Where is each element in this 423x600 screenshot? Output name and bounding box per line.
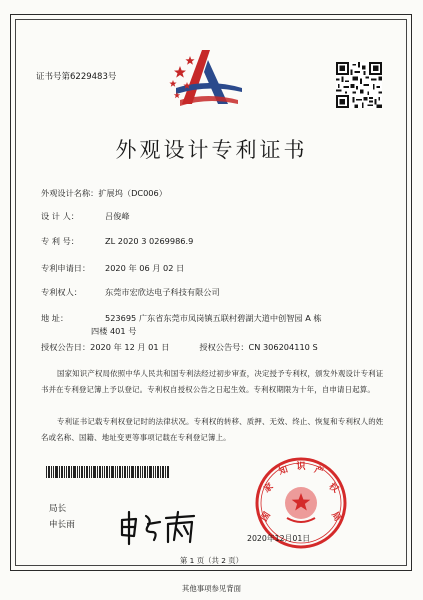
barcode-icon <box>46 466 170 478</box>
field-address <box>41 313 322 324</box>
field-address-line2: 四楼 401 号 <box>91 326 137 336</box>
field-value: 2020 年 06 月 02 日 <box>105 263 185 273</box>
field-value: 吕俊峰 <box>105 211 130 221</box>
qr-code-icon <box>336 62 382 108</box>
field-label: 授权公告日： <box>41 342 91 352</box>
signer-name: 申长雨 <box>49 520 75 530</box>
svg-text:产: 产 <box>312 464 325 478</box>
svg-text:家: 家 <box>262 481 276 496</box>
svg-text:知: 知 <box>277 464 290 478</box>
patent-office-emblem-icon <box>168 42 248 114</box>
field-value: 扩展坞（DC006） <box>98 188 167 198</box>
issue-date: 2020年12月01日 <box>247 534 311 543</box>
body-paragraph-grant: 国家知识产权局依照中华人民共和国专利法经过初步审查，决定授予专利权，颁发外观设计专利证书并在专利登记簿上予以登记。专利权自授权公告之日起生效。专利权期限为十年，自申请日起算。 <box>41 369 384 394</box>
field-designer <box>41 211 130 222</box>
field-label: 地 址： <box>41 313 69 323</box>
svg-text:局: 局 <box>329 510 343 524</box>
field-label: 专 利 号： <box>41 236 79 246</box>
footer-note: 其他事项参见背面 <box>181 584 242 593</box>
svg-text:国: 国 <box>259 510 273 524</box>
field-grant-date-and-number <box>41 342 318 353</box>
field-value: ZL 2020 3 0269986.9 <box>105 236 194 246</box>
signer-title: 局长 <box>49 504 67 514</box>
field-label: 专利权人： <box>41 287 82 297</box>
field-design-name <box>41 188 167 199</box>
svg-text:识: 识 <box>296 462 306 472</box>
field-value: CN 306204110 S <box>248 342 318 352</box>
field-patentee <box>41 287 220 298</box>
field-label: 专利申请日： <box>41 263 91 273</box>
field-label: 设 计 人： <box>41 211 79 221</box>
field-label: 授权公告号： <box>199 342 249 352</box>
field-label: 外观设计名称： <box>41 188 99 198</box>
svg-text:权: 权 <box>326 481 340 496</box>
page-indicator: 第 1 页（共 2 页） <box>179 556 244 565</box>
field-value: 东莞市宏欣达电子科技有限公司 <box>105 287 220 297</box>
field-patent-number <box>41 236 193 247</box>
field-filing-date <box>41 263 184 274</box>
certificate-number: 证书号第6229483号 <box>36 72 117 82</box>
handwritten-signature <box>118 510 200 546</box>
field-value: 2020 年 12 月 01 日 <box>90 342 170 352</box>
body-paragraph-register: 专利证书记载专利权登记时的法律状况。专利权的转移、质押、无效、终止、恢复和专利权人的姓名或名称、国籍、地址变更等事项记载在专利登记簿上。 <box>41 417 384 442</box>
certificate-title: 外观设计专利证书 <box>115 138 308 162</box>
field-value-line1: 523695 广东省东莞市凤岗镇五联村碧湖大道中创智园 A 栋 <box>105 313 322 323</box>
